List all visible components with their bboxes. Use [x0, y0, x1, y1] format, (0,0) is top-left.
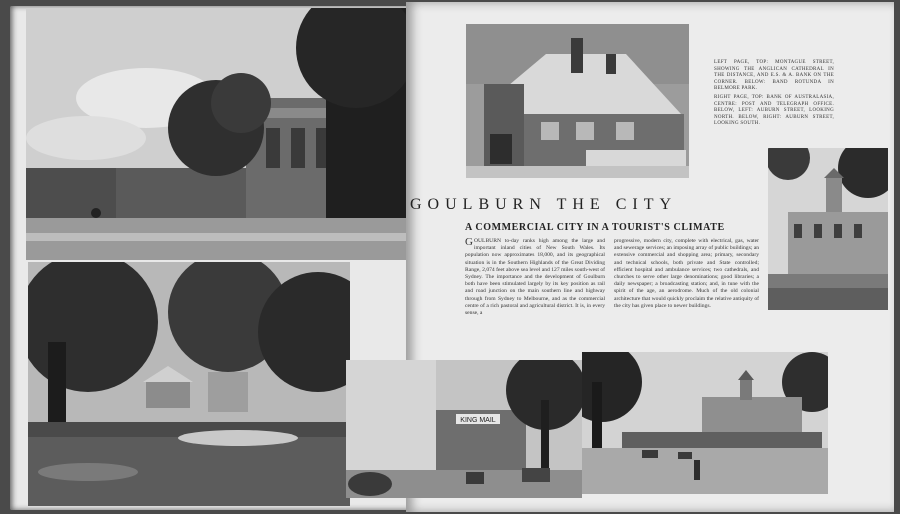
photo-montague-street: [26, 8, 406, 260]
caption-right-page: RIGHT PAGE, TOP: BANK OF AUSTRALASIA, CENTRE: POST AND TELEGRAPH OFFICE. BELOW, LEFT: AUBURN STREET, LOOKING NORTH. BELOW, RIGHT: AUBURN STREET, LOOKING SOUTH.: [714, 95, 834, 127]
photo-auburn-street-north: [346, 360, 582, 498]
body-text-col1: OULBURN to-day ranks high among the large and important inland cities of New South Wales. Its population now approximates 18,000, and its geographical situation is in the Southern Highlands of the Great Dividing Range, 2,074 feet above sea level and 127 miles south-west of Sydney. The importance and the development of Goulburn both have been stimulated largely by its key position as rail and road junction on the main southern line and highway through from Sydney to Melbourne, and as the commercial centre of a rich pastoral and agricultural district. It is, in every sense, a: [465, 238, 605, 317]
store-sign: KING MAIL: [460, 417, 496, 424]
article-body-column-2: progressive, modern city, complete with electrical, gas, water and sewerage services; an imposing array of public buildings; an extensive commercial and shopping area; primary, secondary and technical schools, both private and State controlled; efficient hospital and ambulance services; two cathedrals, and churches to serve other large denominations; good libraries; a daily newspaper; a broadcasting station; and, in tune with the spirit of the age, an aerodrome. Much of the old colonial architecture that would quickly proclaim the relative antiquity of the city has given place to newer buildings.: [614, 238, 759, 309]
photo-post-office: [768, 148, 888, 310]
photo-auburn-street-south: [582, 352, 828, 494]
article-subtitle: A COMMERCIAL CITY IN A TOURIST'S CLIMATE: [465, 222, 725, 233]
drop-cap: G: [465, 236, 473, 248]
article-body-column-1: [465, 238, 605, 317]
photo-band-rotunda: [28, 262, 350, 506]
caption-left-page: LEFT PAGE, TOP: MONTAGUE STREET, SHOWING THE ANGLICAN CATHEDRAL IN THE DISTANCE, AND E.S. & A. BANK ON THE CORNER. BELOW: BAND ROTUNDA IN BELMORE PARK.: [714, 60, 834, 92]
photo-bank-of-australasia: [466, 24, 689, 178]
article-title: GOULBURN THE CITY: [410, 196, 678, 213]
